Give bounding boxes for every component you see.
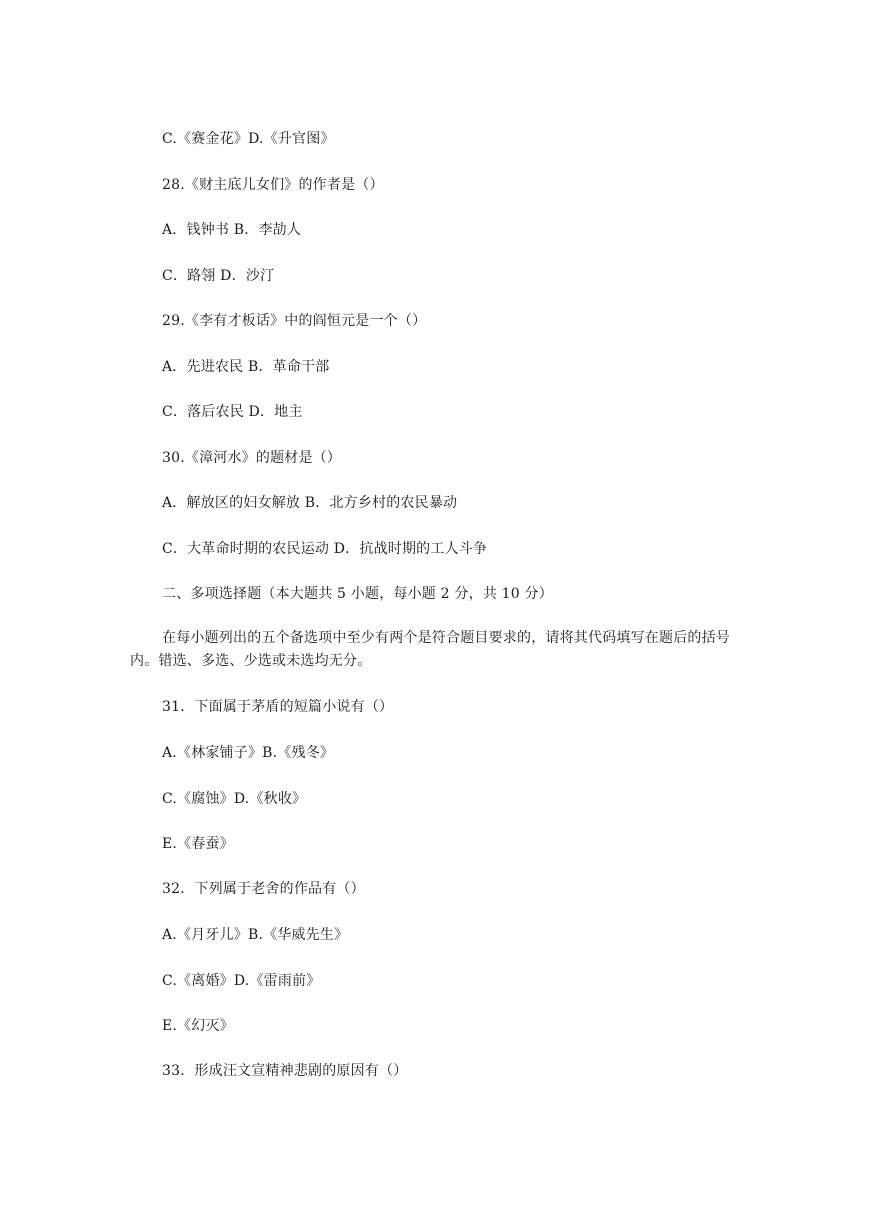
- question-29: 29.《李有才板话》中的阎恒元是一个（）: [162, 313, 427, 329]
- option-line-q29-ab: A．先进农民 B．革命干部: [162, 359, 330, 375]
- option-line-q31-e: E.《春蚕》: [162, 836, 234, 852]
- question-31: 31．下面属于茅盾的短篇小说有（）: [162, 699, 394, 715]
- option-line-q31-ab: A.《林家铺子》B.《残冬》: [162, 745, 335, 761]
- option-line-q31-cd: C.《腐蚀》D.《秋收》: [162, 791, 307, 807]
- section-heading-multiple-choice: 二、多项选择题（本大题共 5 小题，每小题 2 分，共 10 分）: [162, 586, 553, 602]
- option-line-q28-ab: A．钱钟书 B．李劼人: [162, 222, 302, 238]
- option-line-q30-ab: A．解放区的妇女解放 B．北方乡村的农民暴动: [162, 495, 458, 511]
- option-line-q29-cd: C．落后农民 D．地主: [162, 404, 303, 420]
- option-line-q27-cd: C.《赛金花》D.《升官图》: [162, 131, 335, 147]
- section-instructions: 在每小题列出的五个备选项中至少有两个是符合题目要求的，请将其代码填写在题后的括号内。错选、多选、少选或未选均无分。: [130, 630, 730, 669]
- question-32: 32．下列属于老舍的作品有（）: [162, 881, 365, 897]
- option-line-q32-e: E.《幻灭》: [162, 1018, 234, 1034]
- option-line-q28-cd: C．路翎 D．沙汀: [162, 268, 275, 284]
- option-line-q32-cd: C.《离婚》D.《雷雨前》: [162, 973, 321, 989]
- question-33: 33．形成汪文宣精神悲剧的原因有（）: [162, 1063, 408, 1079]
- option-line-q30-cd: C．大革命时期的农民运动 D．抗战时期的工人斗争: [162, 541, 488, 557]
- option-line-q32-ab: A.《月牙儿》B.《华威先生》: [162, 927, 349, 943]
- question-28: 28.《财主底儿女们》的作者是（）: [162, 177, 384, 193]
- question-30: 30.《漳河水》的题材是（）: [162, 450, 342, 466]
